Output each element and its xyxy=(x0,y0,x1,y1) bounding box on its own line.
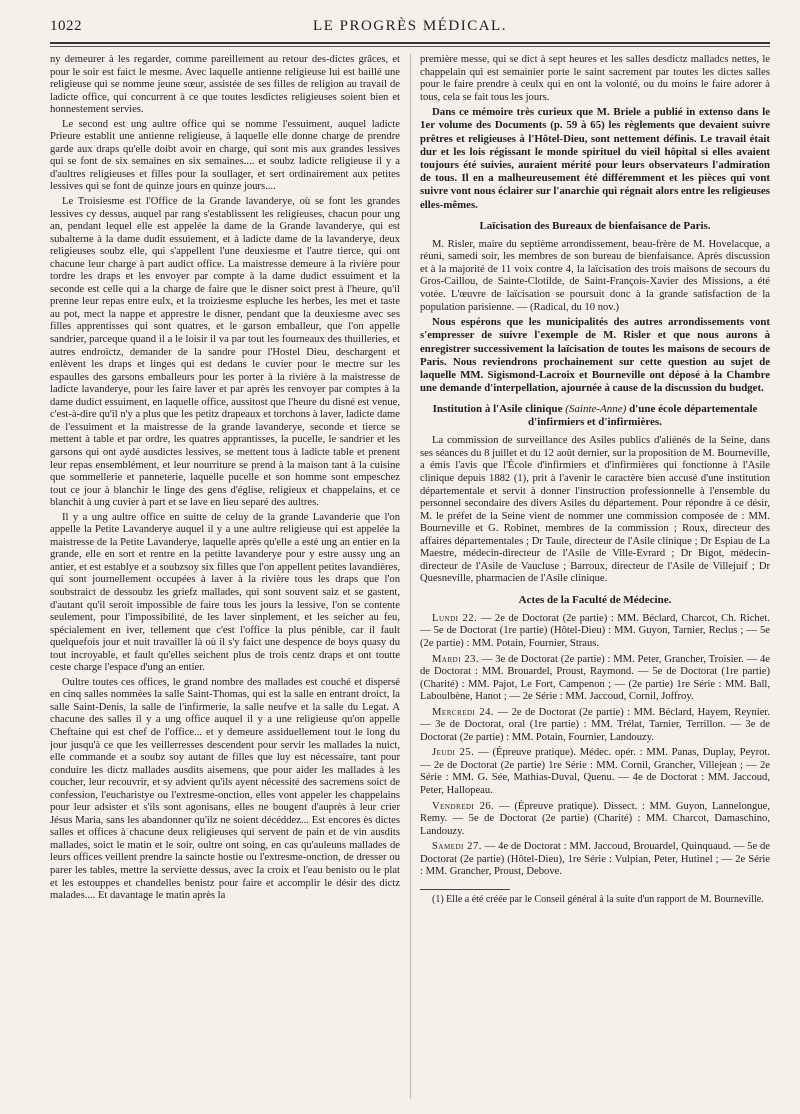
paragraph: Le second est ung aultre office qui se nomme l'essuiment, auquel ladicte Prieure establit une antienne religieuse, à laquelle elle donne charge de prendre garde aux draps qu'elle doibt avoir en charge, qui sont mis aux grandes lessives qui se font de six semaines en six semaines.... et soubz ladicte religieuse il y a d'aultres religieuses et filles pour la soullager, et sert ordinairement aux petites lessives qui se font de quinze jours en quinze jours.... xyxy=(50,118,400,193)
footnote-rule xyxy=(420,889,510,890)
paragraph: ny demeurer à les regarder, comme pareillement au retour des-dictes grâces, et pour le soir est faict le mesme. Avec laquelle antienne religieuse lui est baillé une religieuse qui se nomme jeune sœur, assistée de ses filles de religion au travail de ladicte office, qui concurrent à ce que toutes lesdictes religieuses soient bien et honnestement servies. xyxy=(50,54,400,116)
paragraph: Oultre toutes ces offices, le grand nombre des mallades est couché et dispersé en cinq salles nommées la salle Saint-Thomas, qui est la salle en entrant droict, la salle Saint-Denis, la salle de l'infirmerie, la salle neufve et la salle du Legat. A chacune des salles il y a ung office auquel il y a une religieuse qu'on appelle Cheftaine qui est chef de l'office... et y demeure assiduellement tout le long du jour jusqu'à ce que les veillerresses descendent pour servir les mallades la nuict, elle commande et a soubz soy autant de filles que luy est nécessaire, tant pour conduire les dictz mallades ausdits aisemens, que pour aider les mallades à les coucher, leur recouvrir, et sy advient qu'ils ayent nécessité des sacremens soict de confession, l'eucharistye ou l'extresme-onction, elles vont appeler les chappelains pour leur adsister et s'ils sont agonisans, elles ne bougent d'auprès à leur crier Jésus Maria, sans les abandonner qu'ilz ne soient décéddez... Est encores ès dictes salles et offices à chacune deux religieuses qui servent de pain et de vin ausdits mallades, soict le matin et le soir, oultre ont soing, en cas qu'auleuns mallades de leurs offices veillent prendre la saincte hostie ou l'extresme-onction, de dresser ou parer les tables, mettre la serviette dessus, avec la croix et l'eau benisto ou le plat et les estouppes et chandelles benistz pour faire et accomplir le désir des dictz malades.... Et davantage le matin après la xyxy=(50,676,400,902)
exam-day: Samedi 27. xyxy=(432,841,482,853)
exam-text: — 2e de Doctorat (2e partie) : MM. Béclard, Charcot, Ch. Richet. — 5e de Doctorat (1re partie) (Hôtel-Dieu) : MM. Guyon, Tarnier, Reclus ; — 5e (2e partie) : MM. Potain, Fournier, Straus. xyxy=(420,612,770,649)
heading-part: d'une école départementale d'infirmiers et d'infirmières. xyxy=(528,403,758,429)
paragraph: Il y a ung aultre office en suitte de celuy de la grande Lavanderie que l'on appelle la Petite Lavanderye auquel il y a une aultre religieuse qui est appelée la maistresse de la Petite Lavanderye, laquelle après qu'elle a esté ung an entier en la grande, elle en sort et rentre en la petitte lavanderye pour y estre aussy ung an antier, et est establye et a soubzsoy six filles que l'on appellent petites lavandières, qui sont journellement occupées à laver à la rivière tous les draps que l'on soubstraict de dessoubz les griefz mallades, qui sont souvent saiz et se gastent, d'autant qu'il seroit impossible de faire tous les jours la lessive, l'on se contente seulement, pour l'impossibilité, de les laver sinplement, et les seicher au feu, spécialement en iver, tellement que c'est l'office la plus pénible, car il fault quelquefois jour et nuit travailler là où il s'y faict une despence de boys quasy du tout incroyable, et fault qu'elles seichent plus de trois centz draps et ont toutte ceste charge l'espace d'ung an entier. xyxy=(50,511,400,674)
exam-entry xyxy=(420,747,770,797)
header-rule-thick xyxy=(50,42,770,44)
paragraph: Dans ce mémoire très curieux que M. Briele a publié in extenso dans le 1er volume des Documents (p. 59 à 65) les règlements que devaient suivre prêtres et religieuses à l'Hôtel-Dieu, sont nettement définis. Le travail était dur et les lois régissant le monde spirituel du vieil hôpital si elles avaient toujours été suivies, auraient mérité pour leurs observateurs l'admiration de tous. Il en a malheureusement été différemment et les pièces qui vont suivre vont nous éclairer sur l'anarchie qui régnait alors entre les religieuses elles-mêmes. xyxy=(420,106,770,211)
page-header xyxy=(50,16,770,40)
left-column xyxy=(50,54,400,1104)
section-heading: Actes de la Faculté de Médecine. xyxy=(518,593,672,606)
exam-day: Mercredi 24. xyxy=(432,706,495,718)
exam-day: Lundi 22. xyxy=(432,612,478,624)
exam-text: — (Épreuve pratique). Médec. opér. : MM. Panas, Duplay, Peyrot. — 2e de Doctorat (2e partie) 1re Série : MM. Cornil, Grancher, Villejean ; — 2e Série : MM. G. Sée, Mathias-Duval, Quenu. — 4e de Doctorat : MM. Jaccoud, Peter, Hallopeau. xyxy=(420,747,770,796)
exam-entry xyxy=(420,707,770,745)
exam-entry xyxy=(420,841,770,879)
exam-text: — (Épreuve pratique). Dissect. : MM. Guyon, Lannelongue, Remy. — 5e de Doctorat (2e partie) (Charité) : MM. Charcot, Damaschino, Landouzy. xyxy=(420,800,770,837)
paragraph: Le Troisiesme est l'Office de la Grande lavanderye, où se font les grandes lessives cy dessus, auquel par rang s'establissent les religieuses, chacun pour ung an, pendant lequel elle est appelée la dame de la Grande lavanderye, qui est subalterne à la dame dudit essuiement, et à ladicte dame de la lavanderye, deux religieuses soubz elle, qui s'appellent l'une deuxiesme et l'autre tierce, qui ont chacune leur charge à part audict office. La maistresse demeure à la rivière pour tordre les draps et les envoyer par compte à la dame dudict essuiment et la seconde est celle qui a la charge de faire que le disner soict prest à l'heure, qu'il prenne leur repas entre eulx, et la troiziesme espluche les herbes, les met et taste au pot, mect la nappe et apprestre le disner, pendant que la deuxiesme avec ses filles apprentisses qui sont quatres, et le garson emballeur, que l'on appelle sandrier, parceque quand il a le loisir il va par tout les fourneaux des thuilleries, et autres endroictz, demander de la sandre pour l'Hostel Dieu, deschargent et enlèvent les draps et linges qui est dedans le cuvier pour le mectre sur les espaulles des garsons emballeurs pour les porter à la rivière à la maistresse de ladicte lavanderye, pour les faire laver et par après les renvoyer par comptes à la dame dudict essuiment, en laquelle office, aussitost que l'heure du disné est venue, c'est-à-dire qu'il n'y a plus que les petitz drapeaux et torchons à laver, ladicte dame de l'essuiment et la maistresse de la grande lavanderye, seconde et tierce se mettent à table et par ordre, les quatres apprantisses, la pucelle, le sandrier et les garsons qui ont aydé ausdictes lessives, se mettent tous à ladicte table et prenent leur repas ensemblément, et leur nourriture se prend à la maison tant à la cuisine que sommellerie et panneterie, laquelle pucelle et son homme sont empeschez tout ce jour à blanchir le linge des gens d'église, religieux et chappelains, et ce blanchit à ung cuvier à part et se lave en lieu separé des aultres. xyxy=(50,196,400,509)
header-rule-thin xyxy=(50,46,770,47)
page-number: 1022 xyxy=(50,18,82,34)
section-heading xyxy=(420,403,770,429)
paragraph: M. Risler, maire du septième arrondissement, beau-frère de M. Hovelacque, a réuni, samedi soir, les membres de son bureau de bienfaisance. Après discussion et à la majorité de 11 voix contre 4, la laïcisation des trois maisons de secours du Gros-Caillou, de Sainte-Clotilde, de Saint-François-Xavier des Missions, a été votée. L'œuvre de laïcisation se poursuit donc à la grande satisfaction de la population parisienne. — (Radical, du 10 nov.) xyxy=(420,238,770,313)
paragraph: première messe, qui se dict à sept heures et les salles desdictz malladcs nettes, le chappelain qui est semainier porte le saint sacrement par toutes les dictes salles pour le faire prendre à ceulx qui en ont la volonté, ou du moins le faire adorer à tous, cela se fait tous les jours. xyxy=(420,54,770,103)
exam-day: Vendredi 26. xyxy=(432,800,495,812)
exam-day: Jeudi 25. xyxy=(432,747,475,759)
paragraph: Nous espérons que les municipalités des autres arrondissements vont s'empresser de suivre l'exemple de M. Risler et que nous aurons à enregistrer successivement la laïcisation de toutes les maisons de secours de Paris. Nous reviendrons prochainement sur cette question au sujet de laquelle MM. Sigismond-Lacroix et Bourneville ont déposé à la Chambre une demande d'interpellation, ajournée à cause de la discussion du budget. xyxy=(420,316,770,395)
heading-part: Institution à l'Asile clinique xyxy=(432,403,563,416)
section-heading: Laïcisation des Bureaux de bienfaisance de Paris. xyxy=(479,219,711,232)
footnote: (1) Elle a été créée par le Conseil général à la suite d'un rapport de M. Bourneville. xyxy=(432,893,764,905)
exam-text: — 2e de Doctorat (2e partie) : MM. Béclard, Hayem, Reynier. — 3e de Doctorat, oral (1re partie) : MM. Trélat, Tarnier, Terrillon. — 3e de Doctorat (2e partie) : MM. Potain, Fournier, Landouzy. xyxy=(420,706,770,743)
exam-text: — 3e de Doctorat (2e partie) : MM. Peter, Grancher, Troisier. — 4e de Doctorat : MM. Brouardel, Proust, Raymond. — 5e de Doctorat (1re partie) (Charité) : MM. Pajot, Le Fort, Campenon ; — (2e partie) 1re Série : MM. Ball, Laboulbène, Hanot ; — 2e Série : MM. Jaccoud, Cornil, Joffroy. xyxy=(420,653,770,703)
journal-title: LE PROGRÈS MÉDICAL. xyxy=(313,18,507,34)
column-divider xyxy=(410,54,411,1099)
right-column xyxy=(420,54,770,1104)
paragraph: La commission de surveillance des Asiles publics d'aliénés de la Seine, dans ses séances du 8 juillet et du 12 août dernier, sur la proposition de M. Bourneville, a émis l'avis que l'École d'infirmiers et d'infirmières qui fonctionne à l'Asile clinique depuis 1882 (1), prit à l'avenir le caractère bien accusé d'une institution départementale et servit à donner l'instruction professionnelle à l'ensemble du personnel secondaire des divers Asiles du département. Pour répondre à ce désir, M. le préfet de la Seine vient de nommer une commission composée de : MM. Bourneville et G. Robinet, membres de la commission ; Roux, directeur des affaires départementales ; Dr Taule, directeur de l'Asile clinique ; Dr Espiau de La Maestre, médecin-directeur de l'Asile de Ville-Evrard ; Dr Bigot, médecin-directeur de l'Asile de Vaucluse ; Barroux, directeur de l'Asile de Villejuif ; Dr Quesneville, pharmacien de l'Asile clinique. xyxy=(420,435,770,585)
exam-day: Mardi 23. xyxy=(432,653,480,665)
exam-entry xyxy=(420,613,770,651)
exam-text: — 4e de Doctorat : MM. Jaccoud, Brouardel, Quinquaud. — 5e de Doctorat (2e partie) (Hôtel-Dieu), 1re Série : Vulpian, Peter, Hutinel ; — 2e Série : MM. Grancher, Proust, Debove. xyxy=(420,841,770,878)
exam-entry xyxy=(420,801,770,839)
exam-entry xyxy=(420,654,770,704)
heading-italic-part: (Sainte-Anne) xyxy=(565,403,627,416)
